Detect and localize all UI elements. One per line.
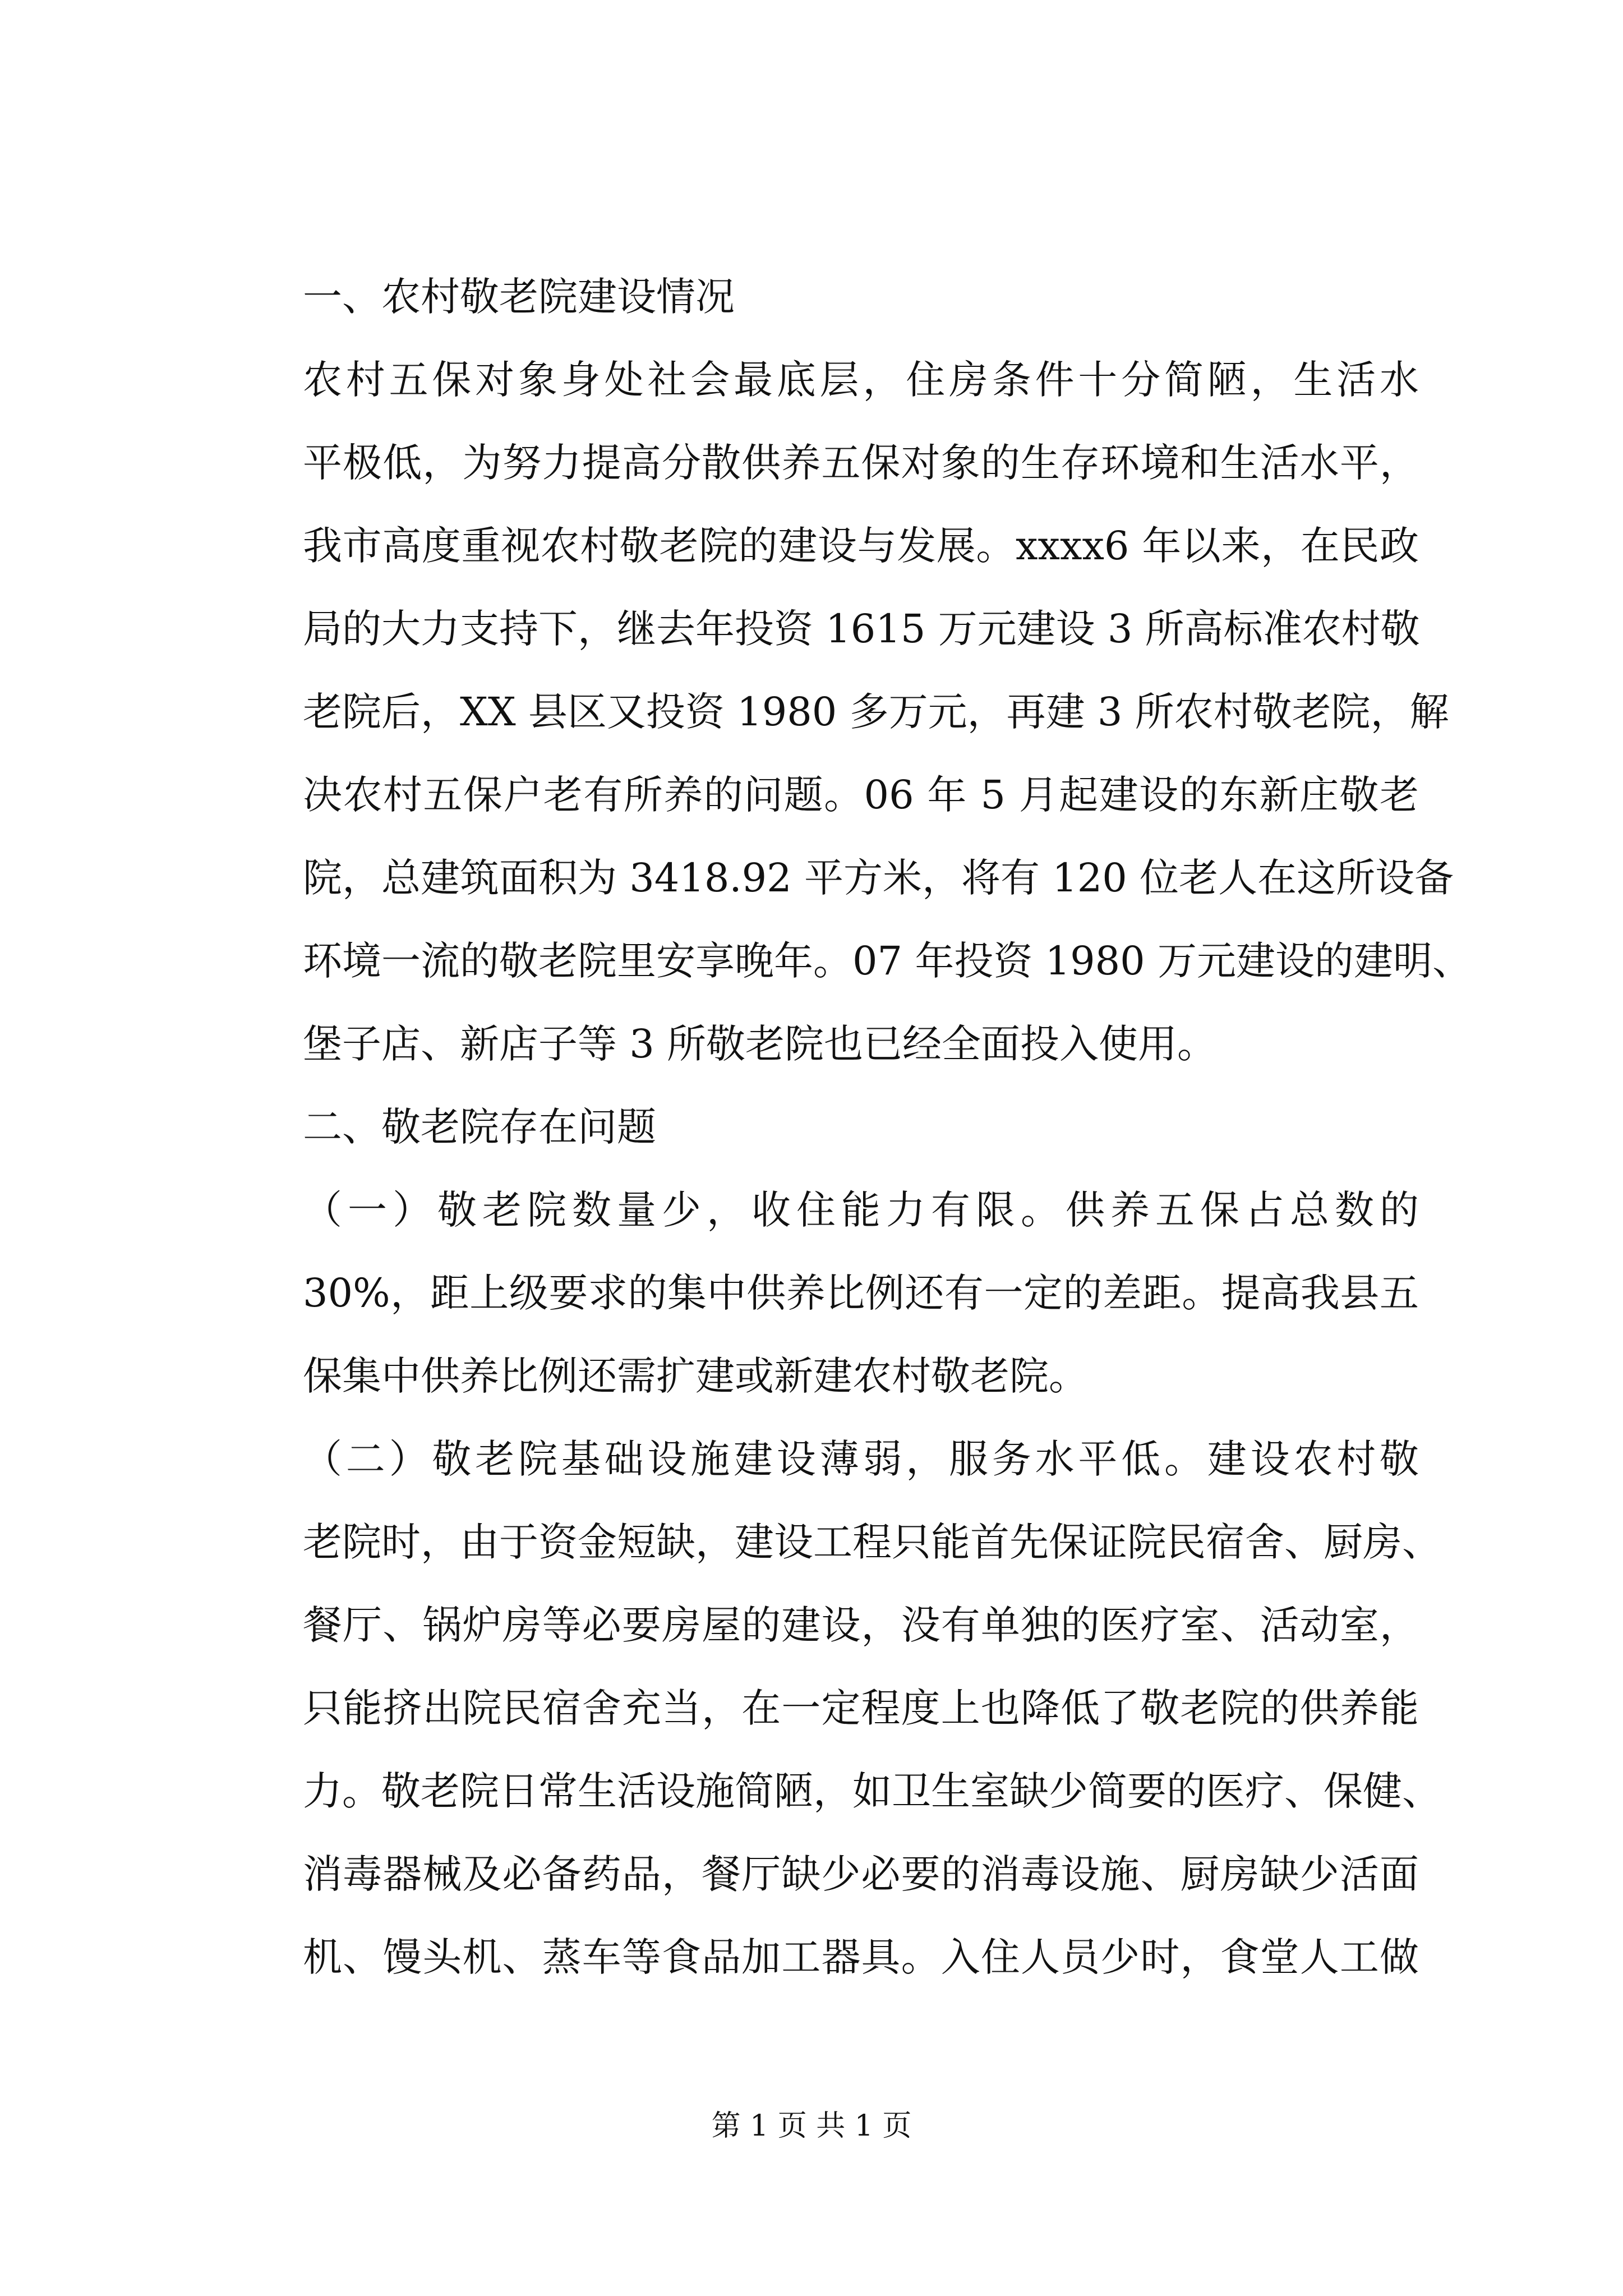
paragraph-line (303, 919, 1472, 1002)
paragraph-1 (303, 338, 1472, 1085)
paragraph-line (303, 1833, 1419, 1916)
line-text: 堡子店、新店子等 3 所敬老院也已经全面投入使用。 (303, 1021, 1217, 1067)
line-text: 平极低，为努力提高分散供养五保对象的生存环境和生活水平， (303, 440, 1419, 486)
line-text: （二）敬老院基础设施建设薄弱，服务水平低。建设农村敬 (303, 1436, 1419, 1482)
line-text: 机、馒头机、蒸车等食品加工器具。入住人员少时，食堂人工做 (303, 1934, 1419, 1980)
paragraph-line (303, 1251, 1419, 1335)
paragraph-line (303, 1002, 1419, 1085)
page-footer (0, 2106, 1623, 2146)
line-text: 力。敬老院日常生活设施简陋，如卫生室缺少简要的医疗、保健、 (303, 1768, 1441, 1814)
paragraph-line (303, 587, 1419, 670)
paragraph-line (303, 670, 1449, 753)
line-text: 消毒器械及必备药品，餐厅缺少必要的消毒设施、厨房缺少活面 (303, 1851, 1419, 1897)
paragraph-line (303, 1335, 1419, 1418)
line-text: 老院后，XX 县区又投资 1980 多万元，再建 3 所农村敬老院，解 (303, 689, 1449, 735)
paragraph-line (303, 421, 1419, 504)
line-text: 环境一流的敬老院里安享晚年。07 年投资 1980 万元建设的建明、 (303, 938, 1472, 984)
line-text: 只能挤出院民宿舍充当，在一定程度上也降低了敬老院的供养能 (303, 1685, 1419, 1731)
paragraph-line (303, 504, 1419, 587)
line-text: （一）敬老院数量少，收住能力有限。供养五保占总数的 (303, 1187, 1419, 1233)
paragraph-line (303, 1501, 1441, 1584)
line-text: 决农村五保户老有所养的问题。06 年 5 月起建设的东新庄敬老 (303, 772, 1419, 818)
paragraph-3 (303, 1418, 1441, 1999)
heading-text: 一、农村敬老院建设情况 (303, 274, 735, 320)
paragraph-line (303, 1168, 1419, 1251)
paragraph-2 (303, 1168, 1419, 1418)
line-text: 保集中供养比例还需扩建或新建农村敬老院。 (303, 1353, 1088, 1399)
paragraph-line (303, 1584, 1419, 1667)
heading-text: 二、敬老院存在问题 (303, 1104, 656, 1150)
line-text: 我市高度重视农村敬老院的建设与发展。xxxx6 年以来，在民政 (303, 523, 1419, 569)
document-body (303, 255, 1472, 1999)
paragraph-line (303, 836, 1454, 919)
paragraph-line (303, 1418, 1419, 1501)
paragraph-line (303, 1916, 1419, 1999)
line-text: 餐厅、锅炉房等必要房屋的建设，没有单独的医疗室、活动室， (303, 1602, 1419, 1648)
paragraph-line (303, 1750, 1441, 1833)
line-text: 30%，距上级要求的集中供养比例还有一定的差距。提高我县五 (303, 1270, 1419, 1316)
line-text: 老院时，由于资金短缺，建设工程只能首先保证院民宿舍、厨房、 (303, 1519, 1441, 1565)
page-number: 第 1 页 共 1 页 (711, 2109, 912, 2143)
line-text: 局的大力支持下，继去年投资 1615 万元建设 3 所高标准农村敬 (303, 606, 1420, 652)
paragraph-line (303, 1667, 1419, 1750)
section-heading-1 (303, 255, 1419, 338)
paragraph-line (303, 338, 1419, 421)
line-text: 农村五保对象身处社会最底层，住房条件十分简陋，生活水 (303, 357, 1419, 403)
section-heading-2 (303, 1085, 1419, 1168)
paragraph-line (303, 753, 1419, 836)
line-text: 院，总建筑面积为 3418.92 平方米，将有 120 位老人在这所设备 (303, 855, 1454, 901)
